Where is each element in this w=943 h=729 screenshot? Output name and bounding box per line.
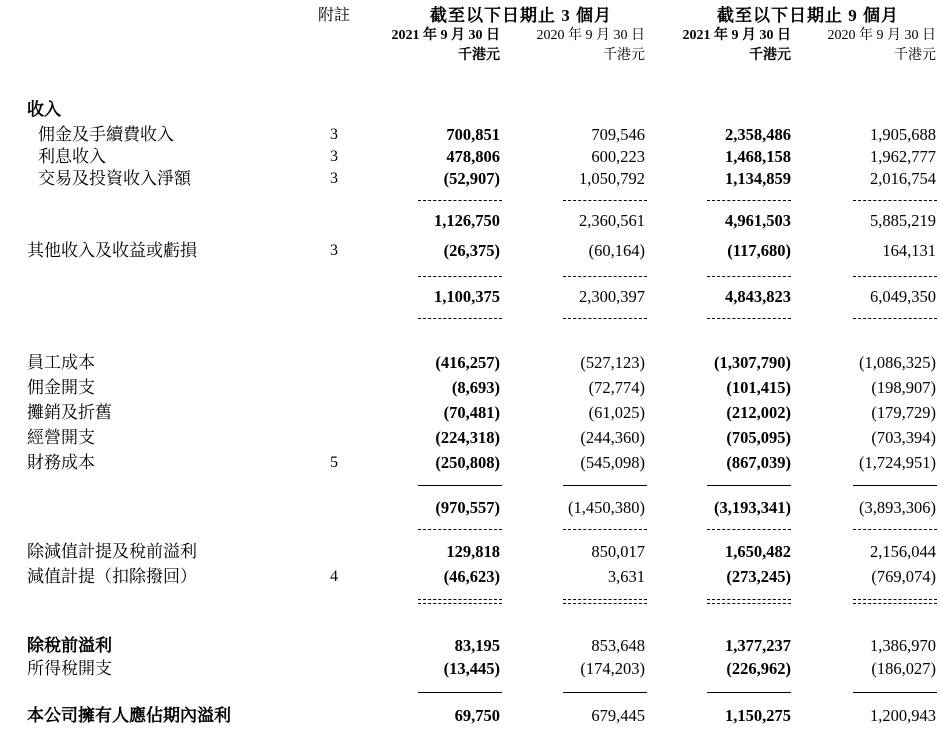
period-3-months-header: 截至以下日期止 3 個月 — [430, 6, 612, 25]
value-q3-2020: (174,203) — [580, 659, 645, 678]
value-9m-2021: 1,650,482 — [725, 542, 791, 561]
note-column-header: 附註 — [318, 7, 351, 24]
value-q3-2021: 1,126,750 — [434, 211, 500, 230]
col1-date: 2021 年 9 月 30 日 — [391, 28, 500, 43]
rule — [563, 529, 647, 530]
row-profit-before-impairment — [0, 541, 943, 565]
row-impairment — [0, 566, 943, 590]
rule — [563, 692, 647, 693]
col2-unit: 千港元 — [603, 48, 645, 63]
value-q3-2020: (60,164) — [588, 241, 645, 260]
rule — [853, 276, 937, 277]
col1-unit: 千港元 — [458, 48, 500, 63]
row-label: 交易及投資收入淨額 — [38, 169, 191, 188]
row-income-tax — [0, 658, 943, 682]
row-note: 3 — [330, 126, 338, 143]
value-q3-2020: (61,025) — [588, 403, 645, 422]
value-q3-2020: 1,050,792 — [579, 169, 645, 188]
row-label: 利息收入 — [38, 147, 106, 166]
row-label: 佣金開支 — [27, 378, 95, 397]
value-q3-2020: 679,445 — [591, 706, 645, 725]
row-trading-income — [0, 168, 943, 192]
period-9-months-header: 截至以下日期止 9 個月 — [717, 6, 899, 25]
row-other-income — [0, 240, 943, 264]
row-profit-before-tax — [0, 635, 943, 659]
value-q3-2020: (244,360) — [580, 428, 645, 447]
rule — [853, 200, 937, 201]
row-label: 員工成本 — [27, 353, 95, 372]
value-9m-2021: (101,415) — [726, 378, 791, 397]
rule — [707, 276, 791, 277]
row-commission-income — [0, 124, 943, 148]
value-9m-2021: (1,307,790) — [714, 353, 791, 372]
rule — [853, 692, 937, 693]
row-label: 攤銷及折舊 — [27, 403, 112, 422]
rule — [853, 599, 937, 604]
col4-unit: 千港元 — [894, 48, 936, 63]
value-9m-2021: 1,150,275 — [725, 706, 791, 725]
row-net-profit — [0, 705, 943, 729]
row-note: 3 — [330, 148, 338, 165]
rule — [707, 692, 791, 693]
value-q3-2021: 83,195 — [454, 636, 500, 655]
col2-date: 2020 年 9 月 30 日 — [536, 28, 645, 43]
rule — [418, 276, 502, 277]
rule — [853, 529, 937, 530]
row-note: 4 — [330, 568, 338, 585]
value-9m-2020: 6,049,350 — [870, 287, 936, 306]
rule — [853, 318, 937, 319]
value-9m-2020: (703,394) — [871, 428, 936, 447]
row-label: 除減值計提及稅前溢利 — [27, 542, 197, 561]
row-commission-expense — [0, 377, 943, 401]
row-staff-costs — [0, 352, 943, 376]
value-9m-2020: (198,907) — [871, 378, 936, 397]
value-q3-2021: (970,557) — [435, 498, 500, 517]
row-label: 佣金及手續費收入 — [38, 125, 174, 144]
row-label: 減值計提（扣除撥回） — [27, 567, 197, 586]
row-revenue-total — [0, 210, 943, 234]
value-q3-2020: 600,223 — [591, 147, 645, 166]
value-9m-2021: 1,468,158 — [725, 147, 791, 166]
row-amortization — [0, 402, 943, 426]
value-9m-2021: 1,377,237 — [725, 636, 791, 655]
value-9m-2021: (273,245) — [726, 567, 791, 586]
value-q3-2021: (224,318) — [435, 428, 500, 447]
value-9m-2021: 4,961,503 — [725, 211, 791, 230]
value-9m-2020: 164,131 — [882, 241, 936, 260]
value-9m-2020: 1,200,943 — [870, 706, 936, 725]
row-label: 經營開支 — [27, 428, 95, 447]
value-q3-2020: 3,631 — [607, 567, 645, 586]
row-label: 除稅前溢利 — [27, 636, 112, 655]
value-q3-2020: 2,300,397 — [579, 287, 645, 306]
value-9m-2021: 4,843,823 — [725, 287, 791, 306]
row-interest-income — [0, 146, 943, 170]
rule — [563, 200, 647, 201]
rule — [563, 485, 647, 486]
revenue-section-title: 收入 — [27, 100, 61, 119]
value-9m-2020: 1,905,688 — [870, 125, 936, 144]
col3-date: 2021 年 9 月 30 日 — [682, 28, 791, 43]
value-q3-2021: (13,445) — [443, 659, 500, 678]
value-q3-2020: (527,123) — [580, 353, 645, 372]
row-note: 3 — [330, 170, 338, 187]
value-9m-2021: (867,039) — [726, 453, 791, 472]
rule — [707, 599, 791, 604]
rule — [563, 599, 647, 604]
value-9m-2021: (226,962) — [726, 659, 791, 678]
value-q3-2021: (250,808) — [435, 453, 500, 472]
value-9m-2021: (705,095) — [726, 428, 791, 447]
value-9m-2020: (179,729) — [871, 403, 936, 422]
value-9m-2020: 2,156,044 — [870, 542, 936, 561]
value-9m-2021: (3,193,341) — [714, 498, 791, 517]
value-q3-2021: (70,481) — [443, 403, 500, 422]
rule — [418, 485, 502, 486]
value-9m-2020: 5,885,219 — [870, 211, 936, 230]
value-q3-2021: (416,257) — [435, 353, 500, 372]
row-label: 所得稅開支 — [27, 659, 112, 678]
row-operating-expenses — [0, 427, 943, 451]
value-q3-2021: 478,806 — [446, 147, 500, 166]
value-9m-2020: (1,086,325) — [859, 353, 936, 372]
value-9m-2020: (769,074) — [871, 567, 936, 586]
value-q3-2021: (26,375) — [443, 241, 500, 260]
rule — [418, 318, 502, 319]
row-label: 其他收入及收益或虧損 — [27, 241, 197, 260]
rule — [853, 485, 937, 486]
row-subtotal — [0, 286, 943, 310]
rule — [418, 529, 502, 530]
rule — [418, 692, 502, 693]
rule — [418, 599, 502, 604]
value-9m-2021: 2,358,486 — [725, 125, 791, 144]
row-label: 財務成本 — [27, 453, 95, 472]
value-9m-2020: (1,724,951) — [859, 453, 936, 472]
value-q3-2021: (46,623) — [443, 567, 500, 586]
value-9m-2020: 2,016,754 — [870, 169, 936, 188]
value-9m-2020: 1,386,970 — [870, 636, 936, 655]
value-q3-2020: (545,098) — [580, 453, 645, 472]
value-q3-2020: 850,017 — [591, 542, 645, 561]
value-q3-2020: 709,546 — [591, 125, 645, 144]
rule — [418, 200, 502, 201]
col3-unit: 千港元 — [749, 48, 791, 63]
value-q3-2020: (1,450,380) — [568, 498, 645, 517]
value-q3-2021: 129,818 — [446, 542, 500, 561]
value-q3-2020: 853,648 — [591, 636, 645, 655]
value-9m-2021: 1,134,859 — [725, 169, 791, 188]
rule — [707, 485, 791, 486]
value-9m-2021: (212,002) — [726, 403, 791, 422]
value-q3-2020: (72,774) — [588, 378, 645, 397]
col4-date: 2020 年 9 月 30 日 — [827, 28, 936, 43]
rule — [707, 200, 791, 201]
value-q3-2020: 2,360,561 — [579, 211, 645, 230]
value-q3-2021: 700,851 — [446, 125, 500, 144]
value-q3-2021: (52,907) — [443, 169, 500, 188]
value-q3-2021: 69,750 — [454, 706, 500, 725]
row-note: 5 — [330, 454, 338, 471]
value-q3-2021: 1,100,375 — [434, 287, 500, 306]
value-9m-2020: 1,962,777 — [870, 147, 936, 166]
row-costs-total — [0, 497, 943, 521]
row-note: 3 — [330, 242, 338, 259]
rule — [563, 318, 647, 319]
value-9m-2020: (186,027) — [871, 659, 936, 678]
row-label: 本公司擁有人應佔期內溢利 — [27, 706, 231, 725]
rule — [707, 318, 791, 319]
value-9m-2020: (3,893,306) — [859, 498, 936, 517]
value-9m-2021: (117,680) — [727, 241, 791, 260]
rule — [563, 276, 647, 277]
rule — [707, 529, 791, 530]
row-finance-costs — [0, 452, 943, 476]
value-q3-2021: (8,693) — [451, 378, 500, 397]
